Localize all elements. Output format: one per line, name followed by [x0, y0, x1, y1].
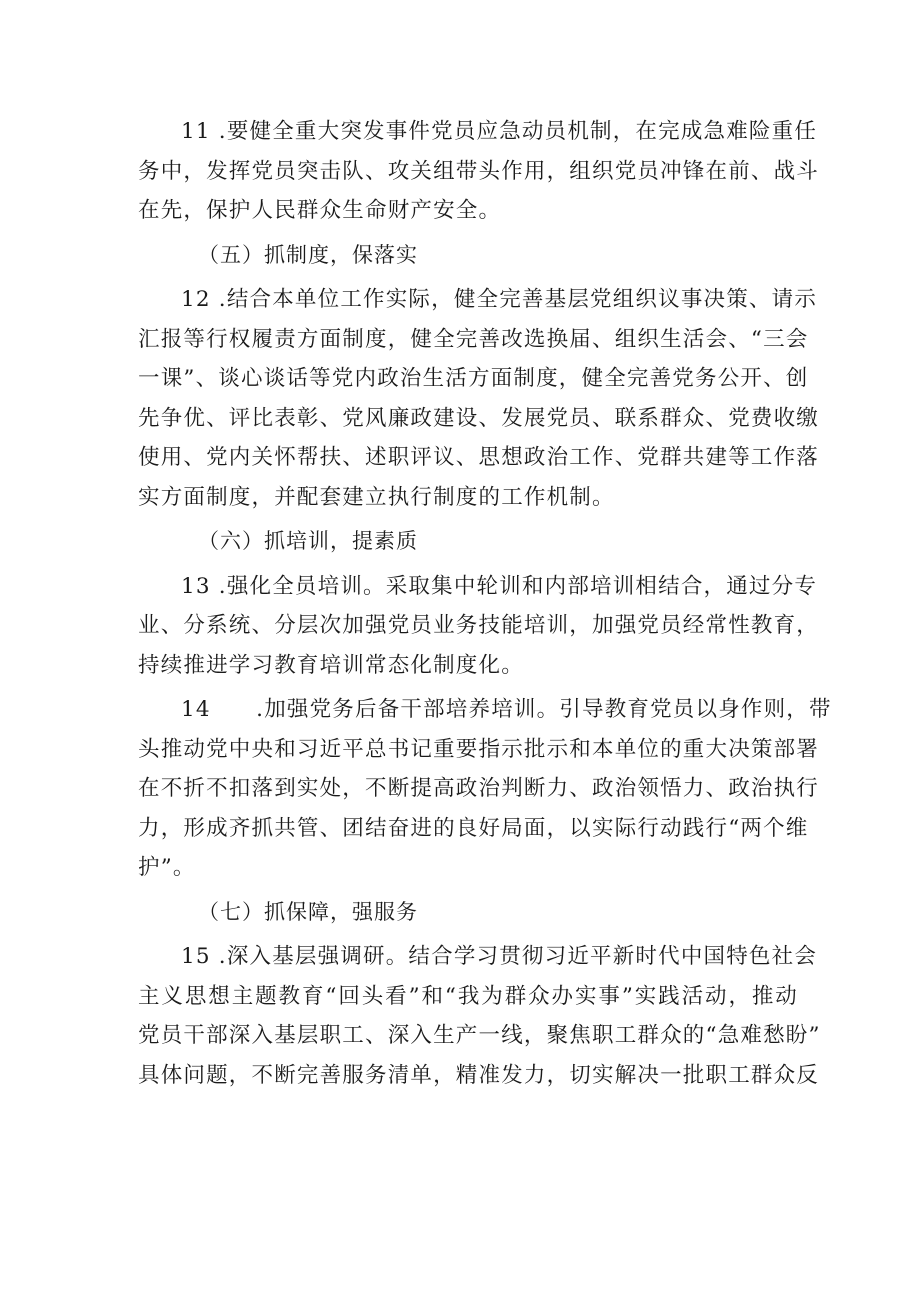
section-heading-6: （六）抓培训，提素质 — [198, 529, 418, 553]
paragraph-line: 一课”、谈心谈话等党内政治生活方面制度，健全完善党务公开、创 — [138, 366, 809, 391]
paragraph-line: 12 .结合本单位工作实际，健全完善基层党组织议事决策、请示 — [181, 287, 818, 312]
paragraph-line: 先争优、评比表彰、党风廉政建设、发展党员、联系群众、党费收缴 — [138, 405, 820, 431]
section-heading-5: （五）抓制度，保落实 — [198, 242, 418, 267]
paragraph-line: 护”。 — [138, 855, 196, 880]
paragraph-line: 13 .强化全员培训。采取集中轮训和内部培训相结合，通过分专 — [181, 573, 818, 599]
paragraph-item-12 — [138, 280, 820, 517]
paragraph-item-13 — [138, 567, 820, 686]
paragraph-line: 在不折不扣落到实处，不断提高政治判断力、政治领悟力、政治执行 — [138, 776, 820, 801]
section-heading-7: （七）抓保障，强服务 — [198, 899, 418, 924]
paragraph-item-14 — [138, 690, 832, 888]
paragraph-line: 力，形成齐抓共管、团结奋进的良好局面，以实际行动践行“两个维 — [138, 815, 809, 841]
paragraph-item-15 — [138, 937, 821, 1095]
paragraph-line: 具体问题，不断完善服务清单，精准发力，切实解决一批职工群众反 — [138, 1062, 820, 1088]
paragraph-line: 头推动党中央和习近平总书记重要指示批示和本单位的重大决策部署 — [138, 736, 820, 762]
paragraph-item-11 — [138, 112, 820, 231]
paragraph-line: 党员干部深入基层职工、深入生产一线，聚焦职工群众的“急难愁盼” — [138, 1023, 821, 1048]
paragraph-line: 使用、党内关怀帮扶、述职评议、思想政治工作、党群共建等工作落 — [138, 445, 820, 470]
paragraph-line: 主义思想主题教育“回头看”和“我为群众办实事”实践活动，推动 — [138, 983, 798, 1009]
paragraph-line: 汇报等行权履责方面制度，健全完善改选换届、组织生活会、“三会 — [138, 326, 809, 352]
paragraph-line: 14 .加强党务后备干部培养培训。引导教育党员以身作则，带 — [181, 697, 832, 722]
paragraph-line: 11 .要健全重大突发事件党员应急动员机制，在完成急难险重任 — [181, 119, 818, 144]
paragraph-line: 实方面制度，并配套建立执行制度的工作机制。 — [138, 484, 615, 510]
paragraph-line: 15 .深入基层强调研。结合学习贯彻习近平新时代中国特色社会 — [181, 944, 818, 969]
document-body — [138, 112, 832, 1095]
paragraph-line: 业、分系统、分层次加强党员业务技能培训，加强党员经常性教育， — [138, 613, 820, 638]
paragraph-line: 在先，保护人民群众生命财产安全。 — [138, 198, 502, 223]
paragraph-line: 务中，发挥党员突击队、攻关组带头作用，组织党员冲锋在前、战斗 — [138, 158, 820, 184]
paragraph-line: 持续推进学习教育培训常态化制度化。 — [138, 652, 524, 678]
